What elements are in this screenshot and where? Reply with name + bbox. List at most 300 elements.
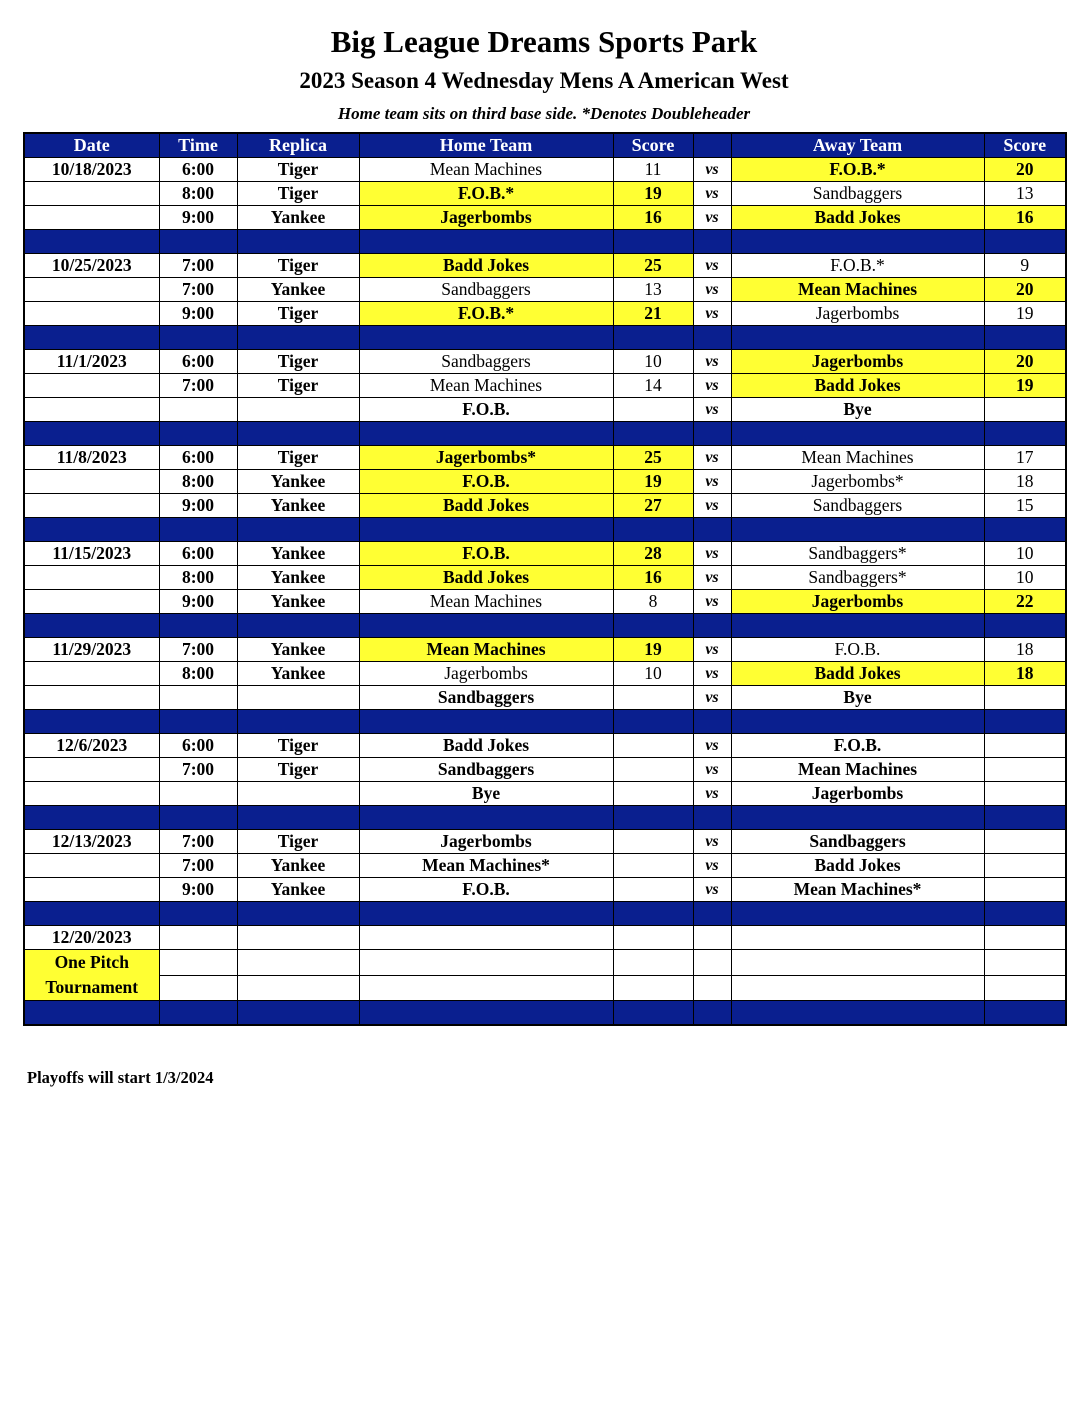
separator-cell	[731, 230, 984, 254]
game-time: 8:00	[159, 470, 237, 494]
home-score: 11	[613, 158, 693, 182]
empty-cell	[693, 975, 731, 1001]
away-score	[984, 854, 1066, 878]
separator-cell	[24, 230, 159, 254]
game-time: 7:00	[159, 830, 237, 854]
vs-label: vs	[693, 782, 731, 806]
game-replica: Yankee	[237, 566, 359, 590]
away-team: Bye	[731, 398, 984, 422]
separator-cell	[693, 710, 731, 734]
game-row	[24, 278, 1066, 302]
game-time: 9:00	[159, 494, 237, 518]
separator-cell	[359, 326, 613, 350]
separator-cell	[613, 326, 693, 350]
col-header-away-score: Score	[984, 133, 1066, 158]
separator-cell	[613, 518, 693, 542]
home-team: Mean Machines*	[359, 854, 613, 878]
vs-label: vs	[693, 350, 731, 374]
away-score: 19	[984, 374, 1066, 398]
away-score	[984, 830, 1066, 854]
game-time: 7:00	[159, 638, 237, 662]
game-replica: Yankee	[237, 590, 359, 614]
home-team: F.O.B.*	[359, 182, 613, 206]
away-score: 19	[984, 302, 1066, 326]
away-team: F.O.B.*	[731, 254, 984, 278]
away-score	[984, 734, 1066, 758]
week-separator	[24, 326, 1066, 350]
game-replica: Yankee	[237, 662, 359, 686]
vs-label: vs	[693, 206, 731, 230]
game-replica: Yankee	[237, 878, 359, 902]
separator-cell	[359, 710, 613, 734]
home-team: F.O.B.	[359, 398, 613, 422]
separator-cell	[693, 614, 731, 638]
separator-cell	[693, 902, 731, 926]
separator-cell	[984, 230, 1066, 254]
home-score: 27	[613, 494, 693, 518]
away-team: Badd Jokes	[731, 854, 984, 878]
away-score: 16	[984, 206, 1066, 230]
home-team: Badd Jokes	[359, 254, 613, 278]
separator-cell	[693, 1001, 731, 1026]
tournament-row	[24, 975, 1066, 1001]
home-team: Sandbaggers	[359, 350, 613, 374]
empty-cell	[237, 926, 359, 950]
game-replica: Tiger	[237, 830, 359, 854]
separator-cell	[984, 710, 1066, 734]
separator-cell	[159, 326, 237, 350]
week-separator	[24, 518, 1066, 542]
empty-cell	[984, 926, 1066, 950]
game-date	[24, 590, 159, 614]
game-time: 6:00	[159, 446, 237, 470]
tournament-row	[24, 926, 1066, 950]
game-row	[24, 542, 1066, 566]
game-date	[24, 662, 159, 686]
game-date: 10/18/2023	[24, 158, 159, 182]
vs-label: vs	[693, 590, 731, 614]
empty-cell	[731, 950, 984, 976]
vs-label: vs	[693, 638, 731, 662]
game-time: 9:00	[159, 302, 237, 326]
col-header-date: Date	[24, 133, 159, 158]
game-date	[24, 494, 159, 518]
away-team: Sandbaggers*	[731, 566, 984, 590]
game-time: 7:00	[159, 278, 237, 302]
separator-cell	[613, 710, 693, 734]
home-score	[613, 686, 693, 710]
away-team: Jagerbombs	[731, 782, 984, 806]
vs-label: vs	[693, 878, 731, 902]
vs-label: vs	[693, 254, 731, 278]
separator-cell	[237, 902, 359, 926]
game-row	[24, 470, 1066, 494]
away-team: Mean Machines*	[731, 878, 984, 902]
separator-cell	[359, 614, 613, 638]
away-score: 10	[984, 542, 1066, 566]
separator-cell	[24, 1001, 159, 1026]
game-replica: Yankee	[237, 638, 359, 662]
game-time	[159, 398, 237, 422]
game-row	[24, 854, 1066, 878]
game-time	[159, 782, 237, 806]
away-team: Sandbaggers	[731, 182, 984, 206]
away-score: 18	[984, 638, 1066, 662]
empty-cell	[359, 926, 613, 950]
game-row	[24, 494, 1066, 518]
vs-label: vs	[693, 662, 731, 686]
home-team: Mean Machines	[359, 158, 613, 182]
home-score: 19	[613, 470, 693, 494]
game-date: 11/1/2023	[24, 350, 159, 374]
separator-cell	[984, 518, 1066, 542]
home-team: Sandbaggers	[359, 686, 613, 710]
game-row	[24, 206, 1066, 230]
separator-cell	[731, 614, 984, 638]
home-team: Sandbaggers	[359, 278, 613, 302]
game-date: 11/8/2023	[24, 446, 159, 470]
game-time: 6:00	[159, 734, 237, 758]
home-score	[613, 854, 693, 878]
game-row	[24, 686, 1066, 710]
separator-cell	[693, 230, 731, 254]
separator-cell	[613, 230, 693, 254]
game-date	[24, 374, 159, 398]
away-score: 20	[984, 350, 1066, 374]
home-team: Jagerbombs*	[359, 446, 613, 470]
game-date: 11/29/2023	[24, 638, 159, 662]
away-score: 13	[984, 182, 1066, 206]
tournament-date: 12/20/2023	[24, 926, 159, 950]
separator-cell	[693, 422, 731, 446]
away-team: F.O.B.	[731, 734, 984, 758]
empty-cell	[159, 975, 237, 1001]
separator-cell	[613, 806, 693, 830]
away-score	[984, 758, 1066, 782]
separator-cell	[731, 1001, 984, 1026]
separator-cell	[984, 806, 1066, 830]
empty-cell	[359, 975, 613, 1001]
game-replica: Tiger	[237, 734, 359, 758]
separator-cell	[613, 614, 693, 638]
home-team: F.O.B.	[359, 470, 613, 494]
away-score: 15	[984, 494, 1066, 518]
away-score: 20	[984, 278, 1066, 302]
game-replica: Tiger	[237, 254, 359, 278]
home-score: 14	[613, 374, 693, 398]
game-date	[24, 302, 159, 326]
home-score	[613, 398, 693, 422]
separator-cell	[731, 422, 984, 446]
home-score	[613, 782, 693, 806]
game-row	[24, 374, 1066, 398]
game-replica: Tiger	[237, 374, 359, 398]
vs-label: vs	[693, 446, 731, 470]
game-replica: Yankee	[237, 854, 359, 878]
away-team: Badd Jokes	[731, 662, 984, 686]
game-time: 8:00	[159, 662, 237, 686]
game-replica	[237, 782, 359, 806]
away-team: Mean Machines	[731, 758, 984, 782]
vs-label: vs	[693, 830, 731, 854]
game-row	[24, 566, 1066, 590]
separator-cell	[984, 422, 1066, 446]
away-team: Jagerbombs	[731, 302, 984, 326]
schedule-note: Home team sits on third base side. *Denotes Doubleheader	[337, 104, 751, 123]
separator-cell	[159, 230, 237, 254]
home-team: Mean Machines	[359, 638, 613, 662]
home-team: Badd Jokes	[359, 566, 613, 590]
schedule-table	[23, 132, 1067, 1026]
game-time: 6:00	[159, 350, 237, 374]
separator-cell	[984, 614, 1066, 638]
separator-cell	[613, 1001, 693, 1026]
game-date	[24, 278, 159, 302]
game-row	[24, 182, 1066, 206]
home-team: Mean Machines	[359, 590, 613, 614]
game-date	[24, 878, 159, 902]
away-team: Sandbaggers*	[731, 542, 984, 566]
separator-cell	[731, 710, 984, 734]
away-score: 18	[984, 662, 1066, 686]
vs-label: vs	[693, 158, 731, 182]
separator-cell	[24, 806, 159, 830]
separator-cell	[731, 902, 984, 926]
separator-cell	[24, 614, 159, 638]
separator-cell	[359, 1001, 613, 1026]
game-time: 7:00	[159, 374, 237, 398]
game-time	[159, 686, 237, 710]
separator-cell	[237, 806, 359, 830]
separator-cell	[237, 710, 359, 734]
game-date	[24, 782, 159, 806]
away-team: Bye	[731, 686, 984, 710]
vs-label: vs	[693, 398, 731, 422]
game-time: 6:00	[159, 158, 237, 182]
game-date: 12/6/2023	[24, 734, 159, 758]
away-team: Jagerbombs	[731, 590, 984, 614]
separator-cell	[24, 710, 159, 734]
game-row	[24, 734, 1066, 758]
week-separator	[24, 614, 1066, 638]
home-score: 19	[613, 638, 693, 662]
home-team: Jagerbombs	[359, 662, 613, 686]
empty-cell	[984, 975, 1066, 1001]
game-row	[24, 350, 1066, 374]
game-replica	[237, 686, 359, 710]
separator-cell	[159, 806, 237, 830]
away-score: 22	[984, 590, 1066, 614]
home-team: Jagerbombs	[359, 830, 613, 854]
home-team: F.O.B.	[359, 542, 613, 566]
game-time: 6:00	[159, 542, 237, 566]
vs-label: vs	[693, 470, 731, 494]
separator-cell	[359, 806, 613, 830]
empty-cell	[731, 926, 984, 950]
game-replica: Yankee	[237, 278, 359, 302]
separator-cell	[24, 518, 159, 542]
game-date	[24, 686, 159, 710]
home-team: F.O.B.	[359, 878, 613, 902]
separator-cell	[693, 518, 731, 542]
separator-cell	[24, 422, 159, 446]
separator-cell	[237, 230, 359, 254]
vs-label: vs	[693, 278, 731, 302]
col-header-home-score: Score	[613, 133, 693, 158]
game-row	[24, 662, 1066, 686]
empty-cell	[693, 950, 731, 976]
game-replica: Tiger	[237, 182, 359, 206]
away-team: F.O.B.*	[731, 158, 984, 182]
separator-cell	[24, 326, 159, 350]
game-date	[24, 182, 159, 206]
game-date	[24, 206, 159, 230]
game-replica: Tiger	[237, 446, 359, 470]
separator-cell	[731, 518, 984, 542]
home-score	[613, 830, 693, 854]
away-team: Jagerbombs*	[731, 470, 984, 494]
page-subtitle: 2023 Season 4 Wednesday Mens A American West	[299, 68, 789, 93]
vs-label: vs	[693, 302, 731, 326]
vs-label: vs	[693, 566, 731, 590]
away-team: Sandbaggers	[731, 830, 984, 854]
vs-label: vs	[693, 182, 731, 206]
separator-cell	[693, 326, 731, 350]
home-score: 16	[613, 206, 693, 230]
empty-cell	[731, 975, 984, 1001]
game-date	[24, 398, 159, 422]
separator-cell	[359, 902, 613, 926]
game-replica: Tiger	[237, 302, 359, 326]
vs-label: vs	[693, 686, 731, 710]
away-score: 18	[984, 470, 1066, 494]
game-row	[24, 446, 1066, 470]
empty-cell	[693, 926, 731, 950]
separator-cell	[237, 518, 359, 542]
game-date	[24, 854, 159, 878]
game-replica: Yankee	[237, 542, 359, 566]
home-team: Bye	[359, 782, 613, 806]
separator-cell	[237, 326, 359, 350]
separator-cell	[359, 230, 613, 254]
game-row	[24, 830, 1066, 854]
home-team: Jagerbombs	[359, 206, 613, 230]
game-replica: Yankee	[237, 470, 359, 494]
page-title: Big League Dreams Sports Park	[330, 24, 758, 59]
week-separator	[24, 422, 1066, 446]
game-time: 8:00	[159, 566, 237, 590]
col-header-vs	[693, 133, 731, 158]
week-separator	[24, 902, 1066, 926]
col-header-time: Time	[159, 133, 237, 158]
home-score: 10	[613, 350, 693, 374]
game-row	[24, 758, 1066, 782]
game-date	[24, 566, 159, 590]
separator-cell	[159, 710, 237, 734]
game-row	[24, 638, 1066, 662]
away-team: Mean Machines	[731, 446, 984, 470]
game-time: 7:00	[159, 254, 237, 278]
away-score: 10	[984, 566, 1066, 590]
home-score	[613, 758, 693, 782]
game-date	[24, 758, 159, 782]
home-score	[613, 734, 693, 758]
separator-cell	[237, 614, 359, 638]
game-replica: Yankee	[237, 494, 359, 518]
separator-cell	[237, 1001, 359, 1026]
separator-cell	[159, 614, 237, 638]
game-time: 8:00	[159, 182, 237, 206]
week-separator	[24, 1001, 1066, 1026]
empty-cell	[613, 926, 693, 950]
separator-cell	[984, 902, 1066, 926]
game-row	[24, 782, 1066, 806]
game-row	[24, 878, 1066, 902]
empty-cell	[359, 950, 613, 976]
separator-cell	[359, 518, 613, 542]
empty-cell	[237, 975, 359, 1001]
away-score	[984, 398, 1066, 422]
game-replica: Yankee	[237, 206, 359, 230]
home-team: Badd Jokes	[359, 734, 613, 758]
game-time: 9:00	[159, 590, 237, 614]
empty-cell	[613, 975, 693, 1001]
away-team: Jagerbombs	[731, 350, 984, 374]
game-row	[24, 398, 1066, 422]
game-replica	[237, 398, 359, 422]
home-team: Sandbaggers	[359, 758, 613, 782]
game-date: 10/25/2023	[24, 254, 159, 278]
away-score	[984, 782, 1066, 806]
game-date: 11/15/2023	[24, 542, 159, 566]
vs-label: vs	[693, 494, 731, 518]
vs-label: vs	[693, 542, 731, 566]
home-team: F.O.B.*	[359, 302, 613, 326]
tournament-row	[24, 950, 1066, 976]
header-row	[24, 133, 1066, 158]
game-row	[24, 254, 1066, 278]
week-separator	[24, 710, 1066, 734]
home-score: 8	[613, 590, 693, 614]
home-team: Badd Jokes	[359, 494, 613, 518]
separator-cell	[613, 902, 693, 926]
game-date	[24, 470, 159, 494]
home-score: 25	[613, 254, 693, 278]
game-time: 7:00	[159, 758, 237, 782]
game-time: 9:00	[159, 878, 237, 902]
empty-cell	[237, 950, 359, 976]
away-score	[984, 878, 1066, 902]
home-score	[613, 878, 693, 902]
separator-cell	[159, 422, 237, 446]
away-team: Mean Machines	[731, 278, 984, 302]
vs-label: vs	[693, 734, 731, 758]
separator-cell	[984, 326, 1066, 350]
week-separator	[24, 230, 1066, 254]
game-row	[24, 158, 1066, 182]
col-header-away-team: Away Team	[731, 133, 984, 158]
home-score: 28	[613, 542, 693, 566]
home-score: 10	[613, 662, 693, 686]
separator-cell	[359, 422, 613, 446]
away-score: 17	[984, 446, 1066, 470]
home-score: 13	[613, 278, 693, 302]
game-replica: Tiger	[237, 350, 359, 374]
game-replica: Tiger	[237, 758, 359, 782]
home-score: 21	[613, 302, 693, 326]
playoffs-note: Playoffs will start 1/3/2024	[27, 1068, 214, 1087]
game-time: 7:00	[159, 854, 237, 878]
